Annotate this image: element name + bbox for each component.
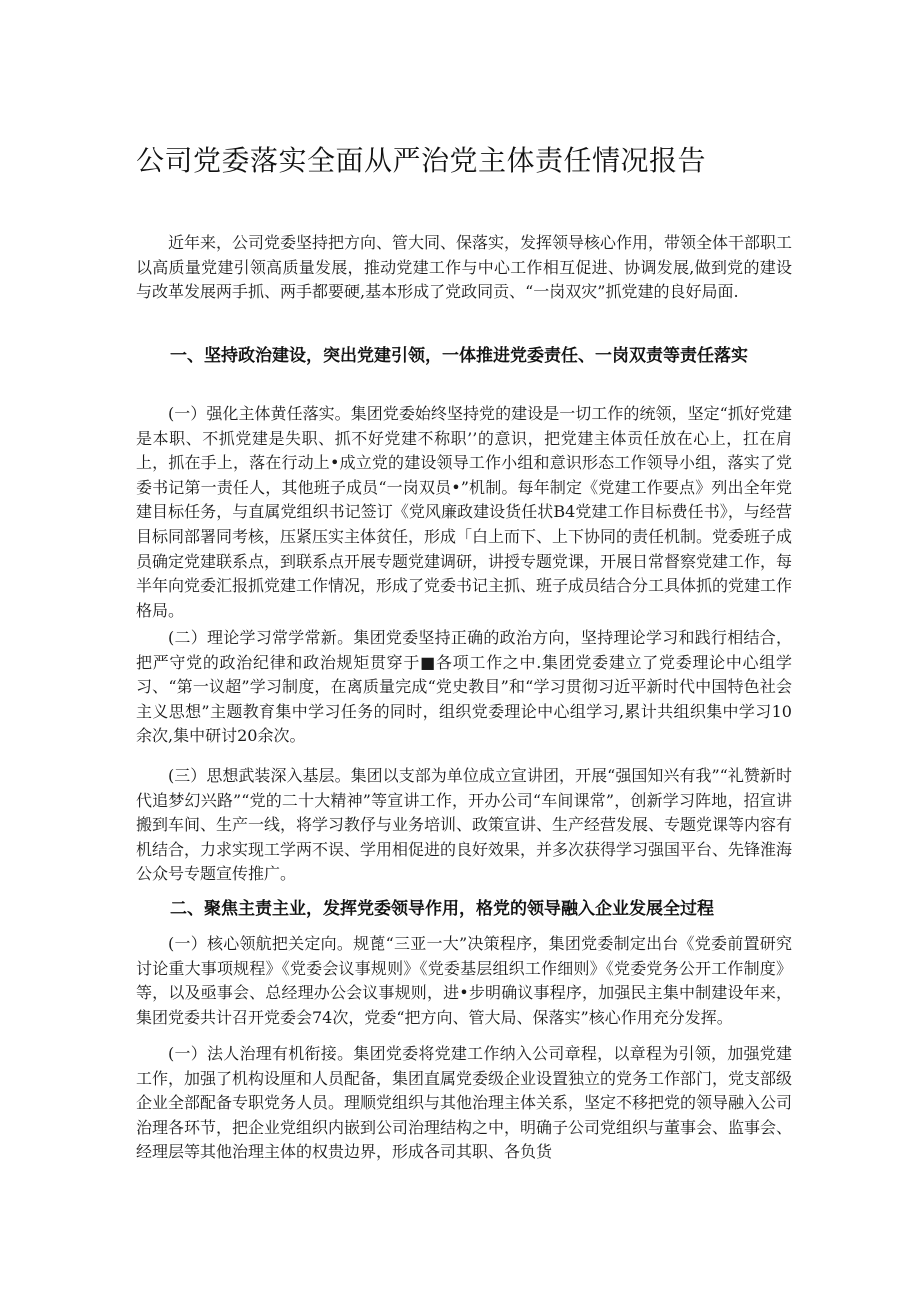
section-1-heading: 一、坚持政治建设，突出党建引领，一体推进党委责任、一岗双责等责任落实 [170,346,748,366]
section-2-heading: 二、聚焦主责主业，发挥党委领导作用，格党的领导融入企业发展全过程 [170,899,714,919]
section-1-paragraph-1: (一）强化主体黄任落实。集团党委始终坚持党的建设是一切工作的统领，坚定“抓好党建是本职、不抓党建是失职、抓不好党建不称职’’的意识，把党建主体贡任放在心上，扛在肩上，抓在手上，落在行动上•成立党的建设领导工作小组和意识形态工作领导小组，落实了党委书记第一责任人，其他班子成员“一岗双员•”机制。每年制定《党建工作要点》列出全年党建目标任务，与直属党组织书记签订《党风廉政建设货任状B4党建工作目标费任书》，与经营目标同部署同考核，压紧压实主体贫任，形成「白上而下、上下协同的责任机制。党委班子成员确定党建联系点，到联系点开展专题党建调研，讲授专题党课，开展日常督察党建工作，每半年向党委汇报抓党建工作情况，形成了党委书记主抓、班子成员结合分工具体抓的党建工作格局。 [136,404,793,620]
document-title: 公司党委落实全面从严治党主体责任情况报告 [136,144,707,177]
intro-paragraph: 近年来，公司党委坚持把方向、管大同、保落实，发挥领导核心作用，带领全体干部职工以高质量党建引领高质量发展，推动党建工作与中心工作相互促进、协调发展,做到党的建设与改革发展两手抓、两手都要硬,基本形成了党政同贡、“一岗双灾”抓党建的良好局面. [136,233,793,302]
section-1-paragraph-2: (二）理论学习常学常新。集团党委坚持正确的政治方向，坚持理论学习和践行相结合，把严守党的政治纪律和政治规矩贯穿于■各项工作之中.集团党委建立了党委理论中心组学习、“第一议超”学习制度，在离质量完成“党史教目”和“学习贯彻习近平新时代中国特色社会主义思想”主题教育集中学习任务的同时，组织党委理论中心组学习,累计共组织集中学习10余次,集中研讨20余次。 [136,628,792,746]
section-2-paragraph-1: (一）核心领航把关定向。规蓖“三亚一大”决策程序，集团党委制定出台《党委前置研究讨论重大事项规程》《党委会议事规则》《党委基层组织工作细则》《党委党务公开工作制度》等，以及亟事会、总经理办公会议事规则，进•步明确议事程序，加强民主集中制建设年来，集团党委共计召开党委会74次，党委“把方向、管大局、保落实”核心作用充分发挥。 [136,934,792,1027]
section-1-paragraph-3: (三）思想武装深入基层。集团以支部为单位成立宣讲团，开展“强国知兴有我”“礼赞新时代追梦幻兴路”“党的二十大精神”等宣讲工作，开办公司“车间课常”，创新学习阵地，招宣讲搬到车间、生产一线，将学习教伃与业务培训、政策宣讲、生产经营发展、专题党课等内容有机结合，力求实现工学两不误、学用相促进的良好效果，并多次获得学习强国平台、先锋淮海公众号专题宣传推广。 [136,766,793,884]
section-2-paragraph-2: (一）法人治理有机衔接。集团党委将党建工作纳入公司章程，以章程为引领，加强党建工作，加强了机构设厘和人员配备，集团直属党委级企业设置独立的党务工作部门，党支部级企业全部配备专职党务人员。理顺党组织与其他治理主体关系，坚定不移把党的领导融入公司治理各环节，把企业党组织内嵌到公司治理结构之中，明确子公司党组织与董事会、监事会、经理层等其他治理主体的权贵边界，形成各司其职、各负货 [136,1044,793,1162]
